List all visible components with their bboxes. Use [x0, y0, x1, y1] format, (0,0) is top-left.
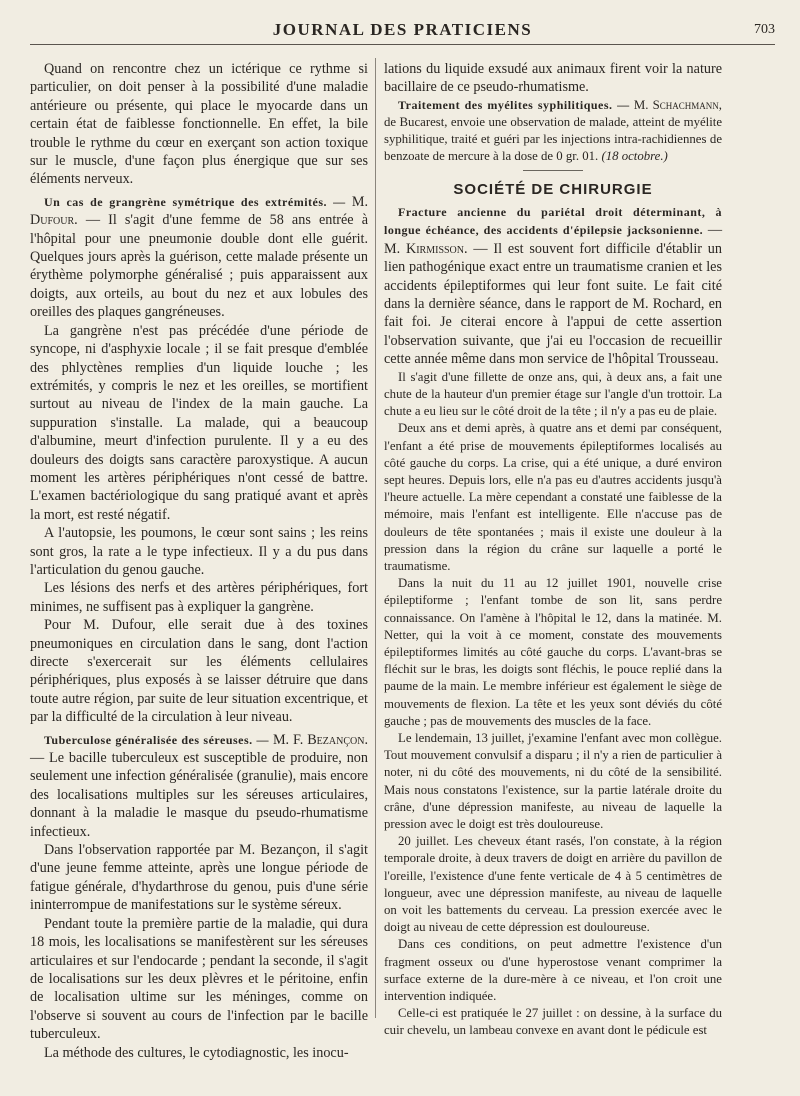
paragraph: Dans l'observation rapportée par M. Bezançon, il s'agit d'une jeune femme atteinte, après une longue période de fatigue générale, d'hydarthrose du genou, puis d'une série ininterrompue de manifestations sur le système séreux.: [30, 842, 368, 914]
article-title: Un cas de grangrène symétrique des extrémités. —: [44, 194, 346, 209]
article-author: M. Dufour.: [30, 193, 368, 229]
paragraph: La gangrène n'est pas précédée d'une période de syncope, ni d'asphyxie locale ; il se fait presque d'emblée des phlyctènes remplies d'un liquide louche ; les extrémités, y compris le nez et les oreilles, se mortifient surtout au niveau de l'index de la main gauche. La suppuration s'installe. La malade, qui a beaucoup d'albumine, meurt d'infection purulente. Il y a eu des douleurs des doigts sans caractère paroxystique. A aucun moment les artères périphériques n'ont cessé de battre. L'examen bactériologique du sang pratiqué avant et après la mort, est resté négatif.: [30, 322, 368, 523]
article-heading-tuberculose: [30, 731, 368, 841]
article-title: Traitement des myélites syphilitiques. —: [398, 97, 630, 112]
paragraph: Il s'agit d'une fillette de onze ans, qui, à deux ans, a fait une chute de la hauteur d'un premier étage sur l'angle d'un trottoir. La chute a eu lieu sur le côté droit de la tête ; il n'y a pas eu de plaie.: [384, 369, 722, 419]
paragraph: Dans la nuit du 11 au 12 juillet 1901, nouvelle crise épileptiforme ; l'enfant tombe de son lit, sans perdre connaissance. On l'amène à l'hôpital le 12, dans la matinée. M. Netter, qui la voit à ce moment, constate des mouvements épileptiformes limités au côté gauche du corps. L'avant-bras se fléchit sur le bras, les doigts sont fléchis, le pouce replié dans la paume de la main. Le membre inférieur est également le siège de mouvements de flexion. La tête et les yeux sont déviés du côté gauche ; pas de mouvements des muscles de la face.: [384, 576, 722, 728]
paragraph: 20 juillet. Les cheveux étant rasés, l'on constate, à la région temporale droite, à deux travers de doigt en arrière du pavillon de l'oreille, l'existence d'une fente verticale de 4 à 5 centimètres de longueur, avec une dépression manifeste, au niveau de laquelle on voit les battements du cerveau. La pression exercée avec le doigt au niveau de cette dépression est douloureuse.: [384, 834, 722, 935]
paragraph: A l'autopsie, les poumons, le cœur sont sains ; les reins sont gros, la rate a le type infectieux. Il y a du pus dans l'articulation du genou gauche.: [30, 525, 368, 578]
paragraph: Dans ces conditions, on peut admettre l'existence d'un fragment osseux ou d'une hyperostose venant comprimer la surface externe de la dure-mère à ce niveau, et l'on croit une intervention indiquée.: [384, 937, 722, 1003]
paragraph: La méthode des cultures, le cytodiagnostic, les inocu-: [44, 1044, 349, 1061]
article-title: Tuberculose généralisée des séreuses. —: [44, 732, 270, 747]
page-number: 703: [754, 22, 775, 37]
paragraph: — Il s'agit d'une femme de 58 ans entrée à l'hôpital pour une pneumonie double dont elle guérit. Quelques jours après la guérison, cette malade présente un érythème polymorphe généralisé ; puis apparaissent aux doigts, aux orteils, au bout du nez et aux lobules des oreilles des plaques gangréneuses.: [30, 212, 369, 321]
article-heading-myelites: [384, 97, 722, 166]
paragraph: Quand on rencontre chez un ictérique ce rythme si particulier, on doit penser à la possibilité d'une maladie antérieure ou présente, qui place le myocarde dans un certain état de faiblesse fonctionnelle. En effet, la bile trouble le rythme du cœur en exerçant son action toxique sur le muscle, d'une façon plus énergique que sur ses éléments nerveux.: [30, 61, 368, 188]
paragraph: — Il est souvent fort difficile d'établir un lien pathogénique exact entre un traumatisme cranien et les accidents épileptiformes qui leur font suite. Le fait cité dans la dernière séance, dans le rapport de M. Rochard, en fait foi. Je citerai encore à l'appui de cette assertion l'observation suivante, que j'ai eu l'occasion de recueillir cette année même dans mon service de l'hôpital Trousseau.: [384, 240, 722, 368]
paragraph: Pour M. Dufour, elle serait due à des toxines pneumoniques en circulation dans le sang, dont l'action directe s'exercerait sur les éléments cellulaires périphériques, plus exposés à se laisser détruire que dans toute autre région, par suite de leur situation excentrique, et par la difficulté de la circulation à leur niveau.: [30, 617, 368, 726]
right-column: [384, 60, 722, 1040]
article-date: (18 octobre.): [601, 149, 668, 164]
header-rule: [30, 44, 775, 45]
article-heading-gangrene: [30, 193, 368, 322]
left-column: [30, 60, 368, 1062]
paragraph: Le lendemain, 13 juillet, j'examine l'enfant avec mon collègue. Tout mouvement convulsif a disparu ; il n'y a rien de particulier à noter, ni du côté des mouvements, ni du côté de la sensibilité. Mais nous constatons l'existence, sur la partie latérale droite du crâne, d'une dépression manifeste, au niveau de laquelle la pression avec le doigt est très douloureuse.: [384, 730, 722, 831]
page-header: [30, 18, 775, 42]
paragraph: Les lésions des nerfs et des artères périphériques, fort minimes, ne suffisent pas à expliquer la gangrène.: [30, 580, 368, 615]
paragraph: de Bucarest, envoie une observation de malade, atteint de myélite syphilitique, traité et guéri par les injections intra-rachidiennes de benzoate de mercure à la dose de 0 gr. 01.: [384, 115, 722, 164]
paragraph: — Le bacille tuberculeux est susceptible de produire, non seulement une infection généralisée (granulie), mais encore des localisations multiples sur les séreuses articulaires, donnant à la maladie le masque du pseudo-rhumatisme infectieux.: [30, 750, 368, 840]
journal-title: JOURNAL DES PRATICIENS: [272, 20, 533, 39]
paragraph: Deux ans et demi après, à quatre ans et demi par conséquent, l'enfant a été prise de mouvements épileptiformes localisés au côté gauche du corps. La crise, qui a été unique, a duré environ sept heures. Depuis lors, elle n'a pas eu d'autres accidents jusqu'à l'heure actuelle. La mère cependant a constaté une faiblesse de la mémoire, mais l'enfant est intelligente. Elle n'accuse pas de douleurs de tête spontanées ; mais il existe une douleur à la pression dans la région du crâne sur laquelle a porté le traumatisme.: [384, 421, 722, 573]
column-divider: [375, 58, 376, 1018]
article-author: M. F. Bezançon.: [272, 731, 368, 748]
article-heading-fracture: [384, 203, 722, 369]
paragraph: Pendant toute la première partie de la maladie, qui dura 18 mois, les localisations se manifestèrent sur les séreuses articulaires et sur l'endocarde ; pendant la seconde, il s'agit de localisations sur les deux plèvres et le péritoine, enfin de localisation ultime sur les méninges, comme on l'observe si souvent au cours de l'infection par le bacille tuberculeux.: [30, 915, 368, 1043]
article-author: M. Schachmann,: [633, 97, 722, 112]
article-author: — M. Kirmisson.: [384, 222, 723, 257]
paragraph: Celle-ci est pratiquée le 27 juillet : on dessine, à la surface du cuir chevelu, un lambeau convexe en avant dont le pédicule est: [384, 1006, 722, 1038]
section-rule: [523, 170, 583, 171]
article-title: Fracture ancienne du pariétal droit déterminant, à longue échéance, des accidents d'épilepsie jacksonienne.: [384, 205, 722, 238]
section-title: SOCIÉTÉ DE CHIRURGIE: [453, 180, 653, 198]
paragraph: lations du liquide exsudé aux animaux firent voir la nature bacillaire de ce pseudo-rhumatisme.: [384, 61, 722, 96]
